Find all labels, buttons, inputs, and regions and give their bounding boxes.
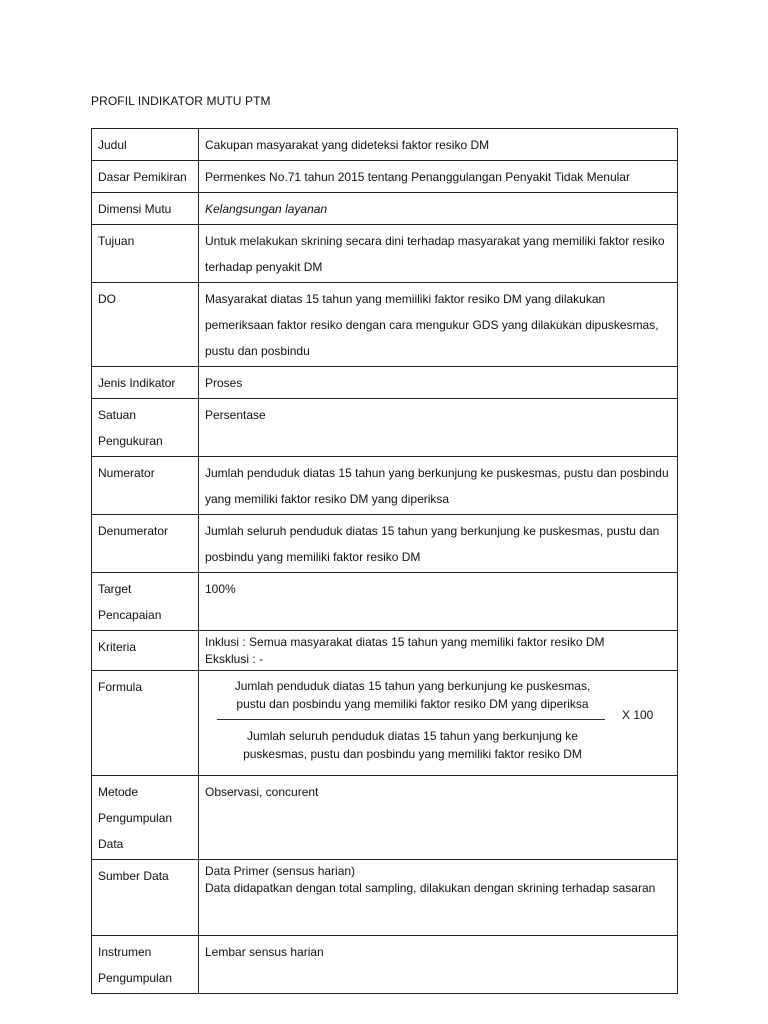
document-title: PROFIL INDIKATOR MUTU PTM	[91, 94, 271, 108]
table-row	[92, 860, 678, 936]
kriteria-eksklusi: Eksklusi : -	[205, 652, 264, 666]
row-label-instrumen-pengumpulan: Instrumen Pengumpulan	[92, 936, 199, 994]
row-label-sumber-data: Sumber Data	[92, 860, 199, 936]
row-value-dasar-pemikiran: Permenkes No.71 tahun 2015 tentang Penanggulangan Penyakit Tidak Menular	[199, 161, 678, 193]
row-value-kriteria	[199, 631, 678, 671]
row-value-denumerator: Jumlah seluruh penduduk diatas 15 tahun yang berkunjung ke puskesmas, pustu dan posbindu yang memiliki faktor resiko DM	[199, 515, 678, 573]
fraction-bar	[217, 719, 605, 720]
row-value-dimensi-mutu: Kelangsungan layanan	[199, 193, 678, 225]
table-row	[92, 573, 678, 631]
formula-numerator	[215, 677, 610, 713]
formula-denominator	[215, 727, 610, 763]
table-row	[92, 129, 678, 161]
row-value-formula	[199, 671, 678, 776]
row-value-satuan-pengukuran: Persentase	[199, 399, 678, 457]
row-label-jenis-indikator: Jenis Indikator	[92, 367, 199, 399]
table-row	[92, 631, 678, 671]
row-label-tujuan: Tujuan	[92, 225, 199, 283]
row-label-dasar-pemikiran: Dasar Pemikiran	[92, 161, 199, 193]
table-row	[92, 193, 678, 225]
row-value-judul: Cakupan masyarakat yang dideteksi faktor resiko DM	[199, 129, 678, 161]
table-row	[92, 515, 678, 573]
table-row	[92, 936, 678, 994]
table-row	[92, 671, 678, 776]
table-row	[92, 225, 678, 283]
row-label-satuan-pengukuran: Satuan Pengukuran	[92, 399, 199, 457]
kriteria-inklusi: Inklusi : Semua masyarakat diatas 15 tahun yang memiliki faktor resiko DM	[205, 635, 605, 649]
row-label-numerator: Numerator	[92, 457, 199, 515]
formula-fraction	[207, 677, 669, 769]
row-value-metode-pengumpulan-data: Observasi, concurent	[199, 776, 678, 860]
row-label-target-pencapaian: Target Pencapaian	[92, 573, 199, 631]
table-row	[92, 399, 678, 457]
row-value-numerator: Jumlah penduduk diatas 15 tahun yang berkunjung ke puskesmas, pustu dan posbindu yang memiliki faktor resiko DM yang diperiksa	[199, 457, 678, 515]
row-value-sumber-data	[199, 860, 678, 936]
row-label-kriteria: Kriteria	[92, 631, 199, 671]
row-value-instrumen-pengumpulan: Lembar sensus harian	[199, 936, 678, 994]
formula-numerator-line: Jumlah penduduk diatas 15 tahun yang berkunjung ke puskesmas,	[234, 679, 591, 693]
row-label-formula: Formula	[92, 671, 199, 776]
table-row	[92, 457, 678, 515]
table-row	[92, 283, 678, 367]
formula-multiplier: X 100	[622, 708, 654, 722]
indicator-profile-table	[91, 128, 678, 994]
table-row	[92, 161, 678, 193]
sumber-data-line: Data didapatkan dengan total sampling, dilakukan dengan skrining terhadap sasaran	[205, 881, 656, 895]
table-row	[92, 367, 678, 399]
formula-denominator-line: puskesmas, pustu dan posbindu yang memiliki faktor resiko DM	[243, 747, 582, 761]
table-row	[92, 776, 678, 860]
formula-denominator-line: Jumlah seluruh penduduk diatas 15 tahun yang berkunjung ke	[247, 729, 578, 743]
row-value-jenis-indikator: Proses	[199, 367, 678, 399]
row-label-dimensi-mutu: Dimensi Mutu	[92, 193, 199, 225]
row-label-metode-pengumpulan-data: Metode Pengumpulan Data	[92, 776, 199, 860]
row-value-do: Masyarakat diatas 15 tahun yang memiiliki faktor resiko DM yang dilakukan pemeriksaan faktor resiko dengan cara mengukur GDS yang dilakukan dipuskesmas, pustu dan posbindu	[199, 283, 678, 367]
row-value-tujuan: Untuk melakukan skrining secara dini terhadap masyarakat yang memiliki faktor resiko terhadap penyakit DM	[199, 225, 678, 283]
row-label-denumerator: Denumerator	[92, 515, 199, 573]
row-label-do: DO	[92, 283, 199, 367]
row-value-target-pencapaian: 100%	[199, 573, 678, 631]
row-label-judul: Judul	[92, 129, 199, 161]
sumber-data-line: Data Primer (sensus harian)	[205, 864, 356, 878]
formula-numerator-line: pustu dan posbindu yang memiliki faktor resiko DM yang diperiksa	[236, 697, 589, 711]
